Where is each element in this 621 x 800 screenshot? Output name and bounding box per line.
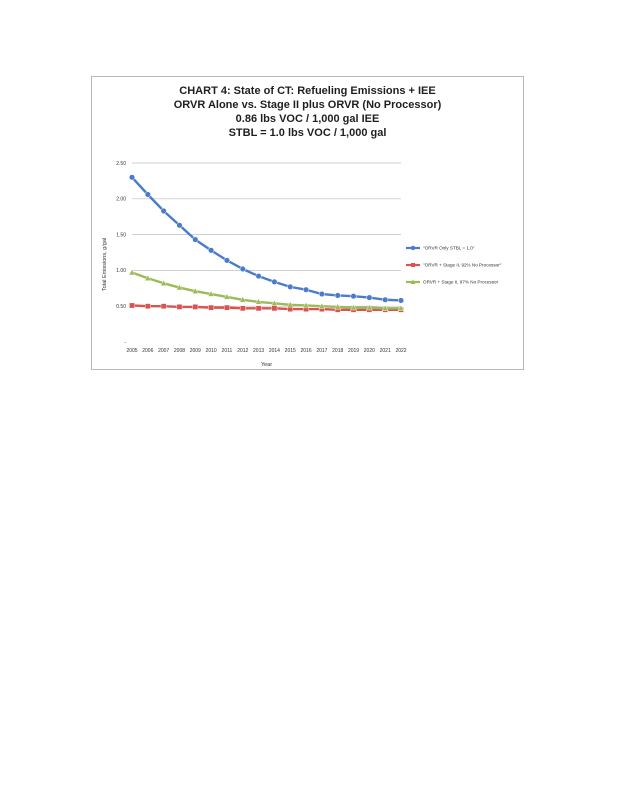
legend-label: "ORVR Only STBL = 1.0" [423,245,475,251]
x-tick-label: 2018 [332,348,344,354]
data-point [303,287,309,293]
data-point [177,304,182,309]
data-point [256,306,261,311]
y-tick-label: 0.50 [116,304,126,310]
x-tick-label: 2016 [300,348,312,354]
line-chart [92,77,525,371]
x-axis-ticks [126,348,406,354]
legend [406,246,502,285]
data-point [256,273,262,279]
data-point [161,304,166,309]
data-point [129,175,135,181]
series-group [129,175,404,313]
data-point [272,279,278,285]
data-point [129,303,134,308]
chart-title-line-1: CHART 4: State of CT: Refueling Emissions + IEE [179,85,436,97]
data-point [208,248,214,254]
y-tick-label: 1.50 [116,232,126,239]
legend-label: "ORVR + Stage II, 92% No Processor" [423,262,502,268]
chart-title-line-2: ORVR Alone vs. Stage II plus ORVR (No Processor) [173,99,442,111]
data-point [177,222,183,228]
x-tick-label: 2009 [189,348,201,354]
data-point [193,304,198,309]
data-point [272,306,277,311]
legend-marker [411,263,415,267]
data-point [209,305,214,310]
y-tick-label: 1.00 [116,268,126,275]
data-point [240,266,246,272]
x-tick-label: 2007 [158,348,170,354]
data-point [398,298,404,304]
y-axis-ticks [116,161,126,346]
x-tick-label: 2015 [284,348,296,354]
chart-frame [91,76,524,370]
series-line [132,177,401,300]
x-tick-label: 2012 [237,348,249,354]
x-tick-label: 2013 [253,348,265,354]
x-axis-title: Year [260,362,273,368]
data-point [287,284,293,290]
x-tick-label: 2021 [379,348,391,354]
data-point [240,306,245,311]
data-point [367,295,373,301]
data-point [335,293,341,299]
data-point [224,305,229,310]
data-point [145,192,151,198]
legend-label: ORVR + Stage II, 97% No Processor [423,279,499,285]
x-tick-label: 2022 [395,348,407,354]
x-tick-label: 2019 [347,348,360,354]
x-tick-label: 2017 [316,348,328,354]
data-point [192,237,198,243]
data-point [382,297,388,303]
x-tick-label: 2020 [363,348,375,354]
chart-title-line-3: 0.86 lbs VOC / 1,000 gal IEE [235,113,380,125]
data-point [145,304,150,309]
y-tick-label: 2.00 [116,196,126,203]
y-tick-label: - [124,339,126,346]
data-point [224,258,230,264]
data-point [319,291,325,297]
x-tick-label: 2008 [173,348,186,354]
data-point [161,208,167,214]
x-tick-label: 2006 [142,348,154,354]
x-tick-label: 2014 [268,348,280,354]
data-point [351,293,357,299]
y-tick-label: 2.50 [116,160,126,167]
chart-title-line-4: STBL = 1.0 lbs VOC / 1,000 gal [228,127,387,139]
x-tick-label: 2011 [221,348,233,354]
series-3 [129,269,404,310]
legend-marker [411,246,415,250]
x-tick-label: 2010 [205,348,217,354]
y-axis-title: Total Emissions, g/gal [102,237,108,292]
x-tick-label: 2005 [126,348,138,354]
